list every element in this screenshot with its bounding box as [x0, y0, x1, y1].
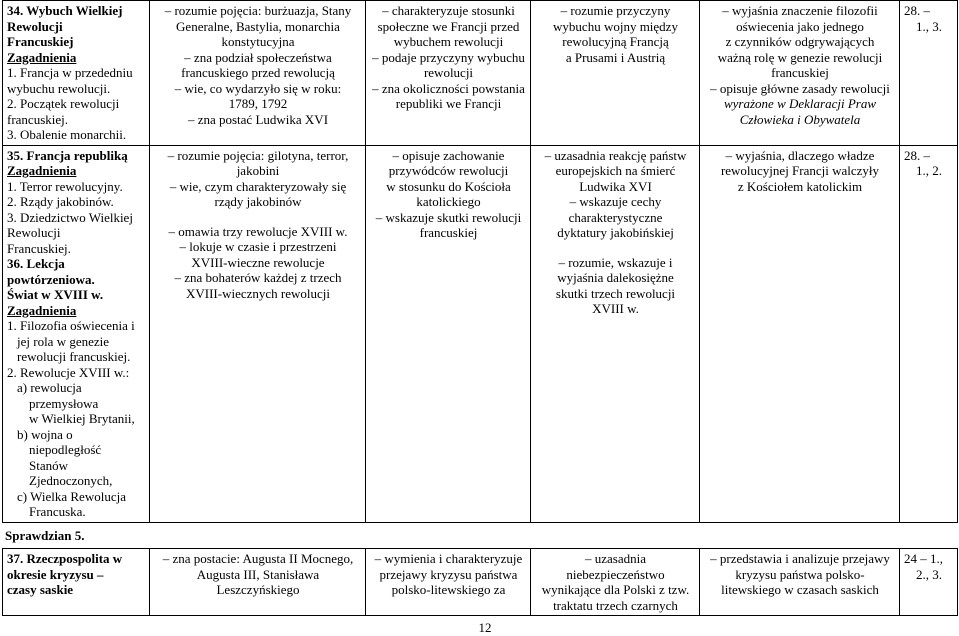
requirement-line: polsko-litewskiego za — [391, 582, 506, 597]
requirements-cell — [531, 549, 700, 616]
requirement-line: wynikające dla Polski z tzw. — [541, 582, 690, 597]
requirement-line: – wie, co wydarzyło się w roku: — [154, 81, 362, 97]
topic-line: 2. Początek rewolucji — [7, 96, 120, 111]
requirement-line: z czynników odgrywających — [725, 34, 875, 49]
topic-line: 1. Terror rewolucyjny. — [7, 178, 123, 194]
topic-line: niepodległość — [29, 442, 102, 457]
topic-line: Zagadnienia — [7, 49, 77, 65]
requirement-line: – wskazuje skutki rewolucji — [370, 210, 527, 226]
requirement-line: – przedstawia i analizuje przejawy — [704, 551, 896, 567]
requirements-cell — [700, 549, 900, 616]
requirement-line: rządy jakobinów — [214, 194, 302, 209]
requirement-line: jakobini — [236, 163, 280, 178]
requirement-line: przejawy kryzysu państwa — [379, 566, 518, 582]
requirement-line: – wyjaśnia znaczenie filozofii — [704, 3, 896, 19]
requirements-cell — [531, 1, 700, 146]
requirement-line: wyjaśnia dalekosiężne — [557, 270, 674, 285]
requirement-line: XVIII-wiecznych rewolucji — [185, 285, 330, 301]
requirement-line: – podaje przyczyny wybuchu — [370, 50, 527, 66]
requirement-line: – rozumie, wskazuje i — [535, 255, 696, 271]
requirement-line: konstytucyjna — [221, 34, 295, 49]
topic-line: 2. Rządy jakobinów. — [7, 194, 114, 209]
plan-table — [2, 0, 958, 523]
topic-line: c) Wielka Rewolucja — [17, 488, 126, 504]
reference-line: 28. – — [904, 3, 930, 18]
requirement-line: – uzasadnia niebezpieczeństwo — [535, 551, 696, 582]
requirement-line: francuskiego przed rewolucją — [181, 65, 335, 80]
requirement-line: wyrażone w Deklaracji Praw — [723, 96, 876, 111]
requirements-cell — [366, 145, 531, 522]
requirement-line: rewolucji — [423, 65, 474, 80]
requirement-line: – opisuje zachowanie — [370, 148, 527, 164]
topic-line: francuskiej. — [7, 111, 69, 127]
topic-line: 1. Filozofia oświecenia i — [7, 318, 135, 333]
topic-line: 36. Lekcja — [7, 256, 65, 271]
requirement-line: europejskich na śmierć — [555, 163, 676, 178]
requirements-cell — [700, 145, 900, 522]
requirement-line: 1789, 1792 — [228, 96, 288, 111]
topic-line: 35. Francja republiką — [7, 147, 128, 163]
plan-table-continued — [2, 548, 958, 616]
requirement-line: – wyjaśnia, dlaczego władze — [704, 148, 896, 164]
topic-line: Świat w XVIII w. — [7, 287, 104, 302]
reference-cell — [900, 145, 958, 522]
topic-line: 2. Rewolucje XVIII w.: — [7, 364, 130, 380]
requirement-line: – wie, czym charakteryzowały się — [154, 179, 362, 195]
topic-line: 1. Francja w przededniu — [7, 65, 133, 80]
reference-line: 24 – 1., — [904, 551, 943, 566]
requirement-line: francuskiej — [771, 65, 829, 80]
spacer — [535, 241, 696, 255]
requirement-line: – charakteryzuje stosunki — [370, 3, 527, 19]
table-row — [3, 145, 958, 522]
requirement-line: – uzasadnia reakcję państw — [535, 148, 696, 164]
requirements-cell — [366, 549, 531, 616]
page-number: 12 — [478, 620, 492, 635]
requirement-line: – zna okoliczności powstania — [370, 81, 527, 97]
requirement-line: katolickiego — [416, 194, 481, 209]
topic-line: Zjednoczonych, — [29, 473, 113, 488]
topic-line: Zagadnienia — [7, 163, 77, 178]
topic-line: powtórzeniowa. — [7, 271, 95, 287]
requirement-line: Generalne, Bastylia, monarchia — [176, 18, 340, 34]
requirement-line: oświecenia jako jednego — [736, 18, 864, 34]
requirement-line: litewskiego w czasach saskich — [721, 582, 879, 597]
topic-line: czasy saskie — [7, 582, 74, 597]
requirements-cell — [700, 1, 900, 146]
requirements-cell — [366, 1, 531, 146]
requirements-cell — [531, 145, 700, 522]
requirement-line: XVIII-wieczne rewolucje — [191, 254, 325, 270]
topic-line: 34. Wybuch Wielkiej — [7, 3, 123, 18]
requirements-cell — [150, 145, 366, 522]
requirement-line: – zna postać Ludwika XVI — [154, 112, 362, 128]
reference-line: 28. – — [904, 147, 930, 163]
topic-line: Zagadnienia — [7, 302, 77, 318]
topic-line: przemysłowa — [29, 395, 99, 411]
topic-line: b) wojna o — [17, 426, 73, 442]
requirement-line: Augusta III, Stanisława — [196, 566, 320, 582]
requirement-line: – lokuje w czasie i przestrzeni — [154, 239, 362, 255]
spacer — [154, 210, 362, 224]
requirement-line: – opisuje główne zasady rewolucji — [704, 81, 896, 97]
requirement-line: – rozumie pojęcia: gilotyna, terror, — [154, 148, 362, 164]
reference-line: 1., 3. — [916, 18, 942, 34]
topic-line: 3. Obalenie monarchii. — [7, 127, 127, 142]
topic-line: Francuskiej — [7, 34, 74, 49]
topic-line: Francuska. — [29, 504, 86, 519]
requirement-line: wybuchu wojny między — [553, 18, 678, 34]
requirement-line: – zna postacie: Augusta II Mocnego, — [154, 551, 362, 567]
section-label: Sprawdzian 5. — [5, 528, 85, 543]
topic-line: Stanów — [29, 457, 68, 473]
topic-cell — [3, 145, 150, 522]
requirement-line: Człowieka i Obywatela — [739, 111, 861, 127]
requirement-line: rewolucyjną Francją — [562, 34, 669, 49]
topic-cell — [3, 549, 150, 616]
requirement-line: – rozumie przyczyny — [535, 3, 696, 19]
reference-cell — [900, 1, 958, 146]
requirement-line: Ludwika XVI — [579, 178, 652, 194]
topic-line: 37. Rzeczpospolita w — [7, 551, 123, 566]
requirement-line: w stosunku do Kościoła — [386, 178, 511, 194]
requirement-line: – zna bohaterów każdej z trzech — [154, 270, 362, 286]
requirement-line: – omawia trzy rewolucje XVIII w. — [154, 224, 362, 240]
requirement-line: XVIII w. — [592, 301, 639, 316]
requirement-line: – zna podział społeczeństwa — [154, 50, 362, 66]
topic-line: wybuchu rewolucji. — [7, 80, 111, 96]
requirement-line: traktatu trzech czarnych — [553, 597, 678, 613]
requirement-line: dyktatury jakobińskiej — [557, 225, 674, 240]
requirement-line: – rozumie pojęcia: burżuazja, Stany — [154, 3, 362, 19]
requirement-line: republiki we Francji — [395, 96, 502, 111]
requirement-line: rewolucyjnej Francji walczyły — [720, 163, 880, 178]
requirement-line: – wymienia i charakteryzuje — [370, 551, 527, 567]
topic-line: 3. Dziedzictwo Wielkiej — [7, 209, 133, 225]
requirement-line: Leszczyńskiego — [216, 582, 300, 597]
requirement-line: charakterystyczne — [568, 209, 663, 225]
topic-line: jej rola w genezie — [17, 333, 110, 349]
table-row — [3, 1, 958, 146]
requirement-line: ważną rolę w genezie rewolucji — [717, 49, 883, 65]
requirement-line: – wskazuje cechy — [535, 194, 696, 210]
requirement-line: wybuchem rewolucji — [393, 34, 504, 49]
reference-line: 1., 2. — [916, 163, 942, 178]
reference-cell — [900, 549, 958, 616]
requirement-line: skutki trzech rewolucji — [555, 285, 676, 301]
requirement-line: z Kościołem katolickim — [737, 178, 863, 194]
reference-line: 2., 3. — [916, 566, 942, 582]
table-row — [3, 549, 958, 616]
topic-line: w Wielkiej Brytanii, — [29, 411, 135, 426]
topic-line: okresie kryzysu – — [7, 566, 104, 582]
topic-line: rewolucji francuskiej. — [17, 349, 131, 364]
requirement-line: kryzysu państwa polsko- — [735, 566, 865, 582]
topic-line: Rewolucji — [7, 225, 61, 240]
requirement-line: przywódców rewolucji — [388, 163, 509, 178]
topic-line: a) rewolucja — [17, 380, 82, 395]
topic-line: Rewolucji — [7, 18, 63, 34]
requirements-cell — [150, 549, 366, 616]
topic-cell — [3, 1, 150, 146]
requirements-cell — [150, 1, 366, 146]
requirement-line: francuskiej — [419, 225, 478, 240]
topic-line: Francuskiej. — [7, 240, 71, 256]
requirement-line: społeczne we Francji przed — [377, 18, 520, 34]
requirement-line: a Prusami i Austrią — [565, 49, 666, 65]
